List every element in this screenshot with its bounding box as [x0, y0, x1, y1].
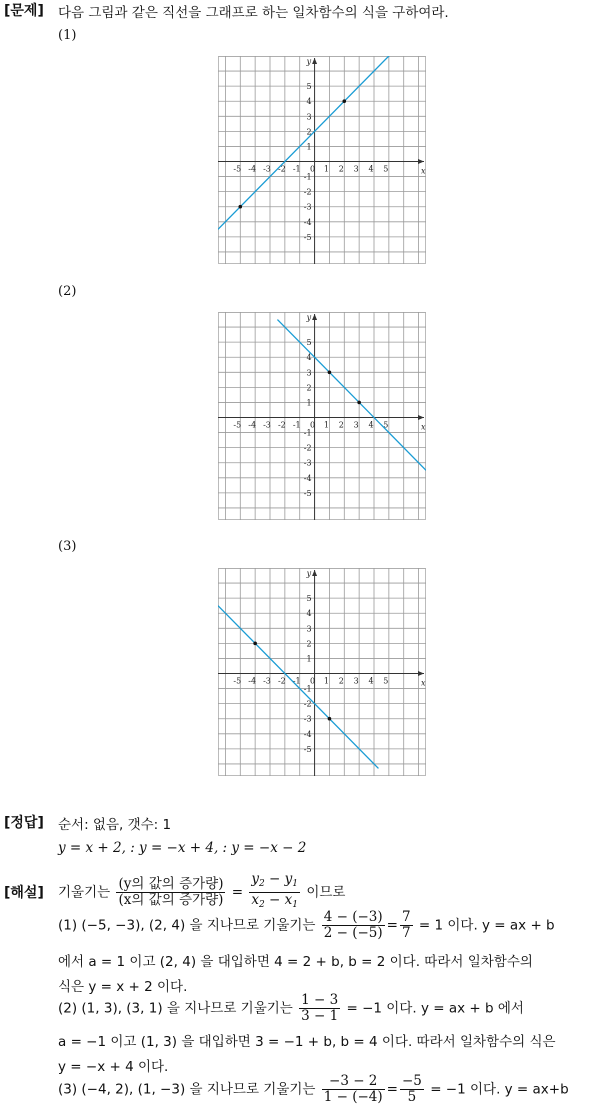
sol1-line1: (1) (−5, −3), (2, 4) 을 지나므로 기울기는 $\frac{4 - (-3)}{2 - (-5)}$ = $\frac{7}{7}$ = 1 이다. y = ax + b [58, 909, 555, 941]
y-axis-label: y [306, 313, 312, 322]
x-tick-label: -3 [263, 420, 271, 430]
item-label-2: (2) [58, 284, 77, 299]
x-tick-label: 1 [323, 676, 329, 686]
sol3-line1: (3) (−4, 2), (1, −3) 을 지나므로 기울기는 $\frac{-3 - 2}{1 - (-4)}$ = $\frac{-5}{5}$ = −1 이다. y = ax+b [58, 1073, 569, 1105]
x-tick-label: 4 [368, 420, 374, 430]
x-tick-label: 5 [383, 420, 389, 430]
x-tick-label: 0 [310, 676, 316, 686]
sol2-frac-num: 1 − 3 [301, 992, 339, 1008]
y-tick-label: 2 [306, 383, 312, 393]
x-axis-arrow [418, 671, 424, 676]
slope-definition-fraction [116, 877, 225, 908]
y-tick-label: 4 [306, 97, 312, 107]
x-tick-label: 1 [323, 420, 329, 430]
sol1-line3: 식은 y = x + 2 이다. [58, 979, 188, 995]
x-axis-arrow [418, 159, 424, 164]
slope-def-num: (y의 값의 증가량) [118, 876, 224, 892]
answer-meta: 순서: 없음, 갯수: 1 [58, 817, 172, 833]
y-tick-label: 5 [306, 594, 312, 604]
x-tick-label: 4 [368, 164, 374, 174]
y-tick-label: -4 [303, 473, 312, 483]
solution-tag: [해설] [4, 885, 44, 901]
problem-tag: [문제] [4, 3, 44, 19]
y-tick-label: 1 [306, 654, 312, 664]
data-point [328, 370, 332, 374]
sol1-line1-a: (1) (−5, −3), (2, 4) 을 지나므로 기울기는 [58, 917, 316, 934]
y-tick-label: -3 [303, 714, 312, 724]
x-tick-label: 1 [323, 164, 329, 174]
x-tick-label: -5 [233, 420, 242, 430]
y-tick-label: -2 [303, 699, 312, 709]
slope-lead: 기울기는 [58, 884, 111, 901]
graph-border [219, 569, 426, 776]
y-tick-label: -4 [303, 729, 312, 739]
sol3-frac1-den: 1 − (−4) [323, 1089, 383, 1105]
y-tick-label: -5 [303, 232, 312, 242]
slope-def-den: (x의 값의 증가량) [118, 892, 224, 908]
x-tick-label: 3 [353, 420, 359, 430]
y-tick-label: 1 [306, 398, 312, 408]
data-point [357, 401, 361, 405]
y-tick-label: 2 [306, 639, 312, 649]
x-tick-label: -4 [248, 676, 257, 686]
y-tick-label: -2 [303, 187, 312, 197]
slope-formula-den: $x_2 - x_1$ [251, 892, 298, 910]
slope-formula-num: $y_2 - y_1$ [249, 872, 300, 893]
y-tick-label: 4 [306, 353, 312, 363]
y-tick-label: 5 [306, 338, 312, 348]
y-tick-label: -3 [303, 458, 312, 468]
y-tick-label: -2 [303, 443, 312, 453]
x-tick-label: -5 [233, 676, 242, 686]
y-tick-label: 3 [306, 368, 312, 378]
y-tick-label: 1 [306, 142, 312, 152]
x-tick-label: 2 [338, 164, 344, 174]
x-axis-label: x [421, 166, 426, 176]
slope-tail: 이므로 [306, 884, 346, 901]
sol2-line1 [58, 993, 524, 1024]
y-tick-label: -1 [303, 428, 312, 438]
sol1-frac1-den: 2 − (−5) [323, 925, 383, 941]
solution-slope-line: 기울기는 $\frac{\text{(y의 값의 증가량)}}{\text{(x의 값의 증가량)}}$ = $\frac{y_2 - y_1}{x_2 - x_1}$ 이므로 [58, 872, 345, 913]
sol1-line1-b: = 1 이다. y = ax + b [418, 917, 555, 934]
y-tick-label: -4 [303, 217, 312, 227]
graph-1 [218, 56, 426, 264]
sol2-line2: a = −1 이고 (1, 3) 을 대입하면 3 = −1 + b, b = 4 이다. 따라서 일차함수의 식은 [58, 1034, 556, 1050]
x-tick-label: -3 [263, 676, 271, 686]
y-tick-label: -5 [303, 488, 312, 498]
graph-3 [218, 568, 426, 776]
x-tick-label: 0 [310, 164, 316, 174]
y-tick-label: 3 [306, 624, 312, 634]
y-tick-label: -1 [303, 684, 312, 694]
sol2-line3: y = −x + 4 이다. [58, 1059, 169, 1075]
y-axis-arrow [312, 570, 317, 576]
y-axis-arrow [312, 58, 317, 64]
sol3-line1-a: (3) (−4, 2), (1, −3) 을 지나므로 기울기는 [58, 1081, 316, 1098]
y-axis-label: y [306, 569, 312, 578]
x-tick-label: -1 [292, 164, 301, 174]
data-point [238, 205, 242, 209]
x-tick-label: -4 [248, 164, 257, 174]
x-tick-label: 2 [338, 420, 344, 430]
data-point [328, 717, 332, 721]
sol1-line2: 에서 a = 1 이고 (2, 4) 을 대입하면 4 = 2 + b, b = 2 이다. 따라서 일차함수의 [58, 954, 533, 970]
sol3-frac1 [322, 1074, 385, 1105]
y-tick-label: 4 [306, 609, 312, 619]
answer-formula: y = x + 2, : y = −x + 4, : y = −x − 2 [58, 840, 307, 856]
x-tick-label: 3 [353, 676, 359, 686]
x-tick-label: -2 [277, 164, 286, 174]
sol2-line1-b: = −1 이다. y = ax + b 에서 [346, 1000, 524, 1017]
sol3-frac2-den: 5 [407, 1089, 417, 1105]
x-axis-label: x [421, 422, 426, 432]
data-point [253, 642, 257, 646]
sol1-frac1-num: 4 − (−3) [323, 909, 383, 925]
item-label-1: (1) [58, 28, 77, 43]
x-tick-label: -1 [292, 420, 301, 430]
answer-tag: [정답] [4, 815, 44, 831]
sol1-frac1 [322, 910, 385, 941]
x-tick-label: 0 [310, 420, 316, 430]
graph-border [219, 313, 426, 520]
y-tick-label: -1 [303, 172, 312, 182]
x-tick-label: -2 [277, 676, 286, 686]
y-tick-label: -5 [303, 744, 312, 754]
sol2-line1-a: (2) (1, 3), (3, 1) 을 지나므로 기울기는 [58, 1000, 293, 1017]
sol1-frac2 [400, 910, 413, 941]
graph-border [219, 57, 426, 264]
y-axis-label: y [306, 57, 312, 66]
x-tick-label: -3 [263, 164, 271, 174]
x-tick-label: 4 [368, 676, 374, 686]
y-tick-label: -3 [303, 202, 312, 212]
x-tick-label: -5 [233, 164, 242, 174]
problem-prompt: 다음 그림과 같은 직선을 그래프로 하는 일차함수의 식을 구하여라. [58, 5, 449, 21]
graph-line [218, 606, 378, 769]
sol1-frac2-num: 7 [401, 909, 411, 925]
x-tick-label: -1 [292, 676, 301, 686]
data-point [342, 99, 346, 103]
item-label-3: (3) [58, 539, 77, 554]
sol3-frac2 [400, 1074, 424, 1105]
graph-2 [218, 312, 426, 520]
sol3-frac1-num: −3 − 2 [322, 1074, 385, 1090]
slope-formula-fraction [249, 872, 300, 913]
x-axis-label: x [421, 678, 426, 688]
x-tick-label: 2 [338, 676, 344, 686]
x-tick-label: 5 [383, 676, 389, 686]
x-tick-label: -2 [277, 420, 286, 430]
sol1-frac2-den: 7 [401, 925, 411, 941]
x-tick-label: -4 [248, 420, 257, 430]
sol2-frac [299, 993, 340, 1024]
x-tick-label: 3 [353, 164, 359, 174]
y-tick-label: 3 [306, 112, 312, 122]
y-tick-label: 2 [306, 127, 312, 137]
y-tick-label: 5 [306, 82, 312, 92]
sol3-frac2-num: −5 [401, 1073, 422, 1089]
sol3-line1-b: = −1 이다. y = ax+b [430, 1081, 569, 1098]
sol2-frac-den: 3 − 1 [301, 1008, 339, 1024]
x-axis-arrow [418, 415, 424, 420]
y-axis-arrow [312, 314, 317, 320]
x-tick-label: 5 [383, 164, 389, 174]
